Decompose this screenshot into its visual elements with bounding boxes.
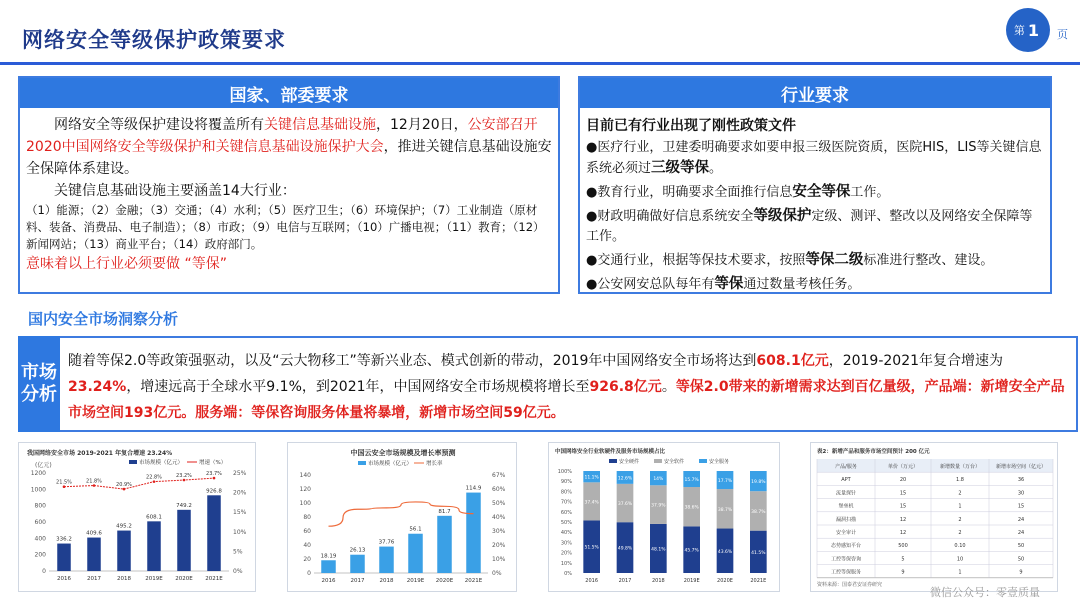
y-tick-label: 0%	[564, 571, 572, 577]
x-tick-label: 2017	[87, 576, 101, 582]
page-number: 1	[1027, 20, 1040, 40]
x-tick-label: 2016	[57, 576, 71, 582]
y2-tick-label: 50%	[492, 500, 506, 507]
x-tick-label: 2018	[379, 578, 394, 584]
y-axis-label: (亿元)	[35, 462, 52, 469]
y2-tick-label: 10%	[233, 528, 247, 536]
y-tick-label: 1000	[30, 486, 46, 494]
industry-requirements-body	[586, 116, 1044, 298]
table-cell: 1	[958, 569, 962, 576]
market-analysis-text: 随着等保2.0等政策强驱动，以及“云大物移工”等新兴业态、模式创新的带动，2019年中国网络安全市场将达到608.1亿元，2019-2021年复合增速为23.24%，增速远高于全球水平9.1%，到2021年，中国网络安全市场规模将增长至926.8亿元。等保2.0带来的新增需求达到百亿量级，产品端：新增安全产品市场空间193亿元。服务端：等保咨询服务体量将暴增，新增市场空间59亿元。	[60, 336, 1078, 432]
table-header-cell: 新增市场空间（亿元）	[995, 464, 1047, 470]
segment-data-label: 38.7%	[717, 507, 733, 513]
table-cell: 50	[1017, 556, 1025, 563]
bar-data-label: 114.9	[465, 485, 482, 492]
page-number-badge	[1006, 8, 1050, 52]
table-cell: 500	[898, 543, 908, 550]
table-cell: 流量探针	[835, 490, 857, 497]
legend-swatch	[129, 460, 137, 464]
bar-data-label: 495.2	[116, 523, 132, 530]
legend-label: 安全服务	[709, 459, 730, 465]
y2-tick-label: 0%	[492, 570, 502, 577]
y-tick-label: 60%	[560, 509, 572, 516]
segment-data-label: 11.1%	[584, 475, 599, 481]
y-tick-label: 20	[303, 556, 311, 563]
x-tick-label: 2020E	[435, 578, 454, 584]
segment-data-label: 51.5%	[584, 545, 599, 551]
table-cell: 态势感知平台	[830, 543, 862, 550]
segment-data-label: 38.6%	[684, 505, 699, 511]
bar-data-label: 409.6	[86, 530, 102, 537]
bar-data-label: 37.76	[378, 539, 395, 546]
table-cell: 10	[956, 556, 964, 563]
y2-tick-label: 40%	[492, 514, 506, 521]
segment-data-label: 45.7%	[684, 548, 699, 554]
legend-label: 市场规模（亿元）	[139, 460, 184, 466]
segment-data-label: 15.7%	[684, 478, 699, 484]
table-cell: 50	[1017, 543, 1025, 550]
segment-data-label: 19.8%	[751, 480, 766, 486]
growth-point	[213, 477, 216, 480]
legend-label: 增长率	[426, 461, 443, 467]
x-tick-label: 2019E	[406, 578, 425, 584]
bar-data-label: 18.19	[320, 553, 337, 560]
table-cell: 工控等保咨询	[830, 556, 862, 563]
y2-tick-label: 30%	[492, 528, 506, 535]
y-tick-label: 100%	[557, 469, 572, 475]
table-cell: 工控等保服务	[830, 569, 862, 576]
bar	[117, 531, 131, 571]
page-suffix: 页	[1057, 28, 1068, 41]
table-cell: 2	[958, 530, 962, 536]
segment-data-label: 14%	[653, 477, 664, 483]
segment-data-label: 43.6%	[717, 549, 733, 555]
table-cell: 2	[958, 516, 962, 523]
industry-requirements-panel	[578, 76, 1052, 294]
x-tick-label: 2016	[585, 578, 599, 584]
legend-label: 增速（%）	[199, 460, 227, 466]
cloud-security-chart	[287, 442, 517, 592]
bar-data-label: 608.1	[146, 514, 162, 521]
market-section-title: 国内安全市场洞察分析	[28, 310, 179, 328]
x-tick-label: 2021E	[464, 578, 483, 584]
list-item: ●财政明确做好信息系统安全等级保护定级、测评、整改以及网络安全保障等工作。	[586, 208, 1033, 244]
table-cell: 24	[1017, 516, 1025, 523]
conclusion-text: 意味着以上行业必须要做 “等保”	[26, 256, 227, 272]
x-tick-label: 2017	[350, 578, 365, 584]
new-market-table	[810, 442, 1058, 592]
x-tick-label: 2017	[618, 578, 632, 584]
page-title: 网络安全等级保护政策要求	[22, 28, 286, 52]
table-cell: 15	[1017, 503, 1025, 510]
y-tick-label: 10%	[560, 560, 572, 567]
y2-tick-label: 20%	[233, 489, 247, 497]
y-tick-label: 0	[307, 570, 311, 577]
x-tick-label: 2021E	[750, 578, 767, 584]
bar-data-label: 81.7	[438, 508, 451, 515]
list-item: ●公安网安总队每年有等保通过数量考核任务。	[586, 276, 861, 292]
y2-tick-label: 60%	[492, 486, 506, 493]
x-tick-label: 2016	[321, 578, 336, 584]
bar	[408, 534, 423, 573]
table-cell: 安全审计	[835, 530, 857, 536]
x-tick-label: 2019E	[145, 576, 163, 582]
national-requirements-heading: 国家、部委要求	[20, 78, 558, 108]
chart-title: 中国云安全市场规模及增长率预测	[350, 449, 456, 457]
table-cell: 5	[901, 556, 905, 563]
x-tick-label: 2019E	[683, 578, 700, 584]
list-item: ●教育行业，明确要求全面推行信息安全等保工作。	[586, 184, 890, 200]
table-cell: 30	[1017, 490, 1025, 497]
table-cell: 1.8	[956, 477, 964, 484]
segment-data-label: 37.4%	[584, 500, 599, 506]
segment-data-label: 37.9%	[651, 503, 666, 509]
legend-swatch	[609, 459, 617, 463]
y-tick-label: 100	[299, 500, 311, 507]
x-tick-label: 2020E	[175, 576, 193, 582]
bar	[379, 547, 394, 573]
y-tick-label: 80%	[560, 489, 572, 496]
industries-intro: 关键信息基础设施主要涵盖14大行业：	[54, 183, 296, 199]
y-tick-label: 30%	[560, 540, 572, 547]
table-source-note: 资料来源：国泰君安证券研究	[817, 581, 883, 588]
table-cell: 9	[901, 569, 905, 576]
y-tick-label: 140	[299, 472, 311, 479]
watermark: 微信公众号：零壹质量	[930, 586, 1040, 599]
y-tick-label: 400	[34, 535, 46, 543]
table-cell: 20	[899, 477, 907, 484]
y2-tick-label: 25%	[233, 470, 247, 477]
y2-tick-label: 0%	[233, 568, 243, 575]
y-tick-label: 120	[299, 486, 311, 493]
table-title: 表2：新增产品和服务市场空间预计 200 亿元	[817, 449, 930, 455]
y-tick-label: 0	[42, 568, 46, 575]
table-cell: 2	[958, 490, 962, 497]
industries-list: （1）能源；（2）金融；（3）交通；（4）水利；（5）医疗卫生；（6）环境保护；（7）工业制造（原材料、装备、消费品、电子制造）；（8）市政；（9）电信与互联网；（10）广播电视；（11）教育；（12）新闻网站；（13）商业平台；（14）政府部门。	[26, 203, 545, 251]
growth-data-label: 20.9%	[116, 482, 132, 489]
bar	[147, 521, 161, 571]
national-requirements-body	[26, 114, 552, 275]
growth-point	[63, 485, 66, 488]
growth-data-label: 22.8%	[146, 474, 162, 481]
bar-data-label: 26.13	[349, 547, 366, 554]
table-cell: 12	[899, 516, 907, 523]
y2-tick-label: 20%	[492, 542, 506, 549]
bar-data-label: 336.2	[56, 536, 72, 543]
table-cell: 15	[899, 503, 907, 510]
bar-data-label: 749.2	[176, 502, 192, 509]
table-cell: 12	[899, 530, 907, 536]
growth-point	[93, 484, 96, 487]
legend-label: 安全软件	[664, 459, 685, 465]
national-requirements-panel	[18, 76, 560, 294]
table-header-cell: 新增数量（万台）	[939, 464, 981, 470]
y-tick-label: 1200	[30, 470, 46, 477]
bar	[437, 516, 452, 573]
x-tick-label: 2020E	[717, 578, 733, 584]
bar-data-label: 926.8	[206, 488, 222, 495]
y-tick-label: 60	[303, 528, 311, 535]
segment-data-label: 41.5%	[751, 550, 766, 556]
y-tick-label: 200	[34, 551, 46, 559]
y2-tick-label: 10%	[492, 556, 506, 563]
legend-label: 安全硬件	[619, 459, 640, 465]
growth-data-label: 21.8%	[86, 478, 102, 485]
y-tick-label: 50%	[560, 520, 572, 526]
table-header-cell: 产品/服务	[835, 464, 857, 470]
legend-swatch	[358, 461, 366, 465]
bar	[57, 544, 71, 571]
bar	[321, 560, 336, 573]
y-tick-label: 600	[34, 519, 46, 526]
y2-tick-label: 15%	[233, 509, 247, 517]
security-market-chart	[18, 442, 256, 592]
table-cell: 9	[1019, 569, 1023, 576]
segment-data-label: 38.7%	[751, 509, 766, 515]
table-cell: 24	[1017, 530, 1025, 536]
y-tick-label: 90%	[560, 479, 572, 486]
bar-data-label: 56.1	[409, 526, 422, 533]
table-cell: APT	[841, 477, 851, 484]
table-header-cell: 单价（万元）	[887, 464, 919, 470]
y-tick-label: 80	[303, 514, 311, 521]
bar	[87, 538, 101, 571]
y-tick-label: 70%	[560, 499, 572, 506]
bar	[350, 555, 365, 573]
y2-tick-label: 5%	[233, 548, 243, 556]
growth-point	[123, 488, 126, 491]
title-divider	[0, 62, 1080, 65]
table-cell: 0.10	[954, 543, 966, 550]
industry-requirements-title: 目前已有行业出现了刚性政策文件	[586, 118, 796, 134]
y-tick-label: 40	[303, 542, 311, 549]
market-analysis-tab: 市场分析	[18, 336, 60, 432]
table-cell: 15	[899, 490, 907, 497]
bar	[207, 495, 221, 571]
growth-data-label: 23.7%	[206, 471, 222, 478]
industry-requirements-heading: 行业要求	[580, 78, 1050, 108]
legend-swatch	[699, 459, 707, 463]
policy-paragraph: 网络安全等级保护建设将覆盖所有关键信息基础设施，12月20日，公安部召开2020中国网络安全等级保护和关键信息基础设施保护大会，推进关键信息基础设施安全保障体系建设。	[26, 117, 552, 177]
list-item: ●交通行业，根据等保技术要求，按照等保二级标准进行整改、建设。	[586, 252, 994, 268]
segment-data-label: 37.6%	[617, 502, 633, 508]
bar	[466, 493, 481, 573]
table-cell: 1	[958, 503, 962, 510]
legend-label: 市场规模（亿元）	[368, 461, 413, 467]
table-cell: 漏洞扫描	[835, 516, 857, 523]
x-tick-label: 2018	[651, 578, 665, 584]
list-item: ●医疗行业，卫建委明确要求如要申报三级医院资质，医院HIS，LIS等关键信息系统必须过三级等保。	[586, 140, 1042, 176]
x-tick-label: 2021E	[205, 576, 223, 582]
x-tick-label: 2018	[117, 576, 131, 582]
y-tick-label: 800	[34, 502, 46, 510]
chart-title: 中国网络安全行业软硬件及服务市场规模占比	[555, 449, 666, 455]
chart-title: 我国网络安全市场 2019-2021 年复合增速 23.24%	[27, 450, 173, 457]
growth-data-label: 21.5%	[56, 479, 72, 486]
market-share-chart	[548, 442, 780, 592]
segment-data-label: 12.6%	[617, 476, 633, 482]
bar	[177, 510, 191, 571]
legend-swatch	[654, 459, 662, 463]
y-tick-label: 40%	[560, 530, 572, 537]
growth-data-label: 23.2%	[176, 473, 192, 480]
growth-point	[183, 479, 186, 482]
segment-data-label: 17.7%	[717, 479, 733, 485]
table-cell: 36	[1017, 477, 1025, 484]
y-tick-label: 20%	[560, 550, 572, 557]
table-cell: 堡垒机	[838, 503, 854, 510]
page-prefix: 第	[1013, 24, 1025, 37]
y2-tick-label: 67%	[492, 472, 506, 479]
growth-point	[153, 480, 156, 483]
segment-data-label: 49.8%	[617, 546, 633, 552]
segment-data-label: 48.1%	[651, 547, 666, 553]
